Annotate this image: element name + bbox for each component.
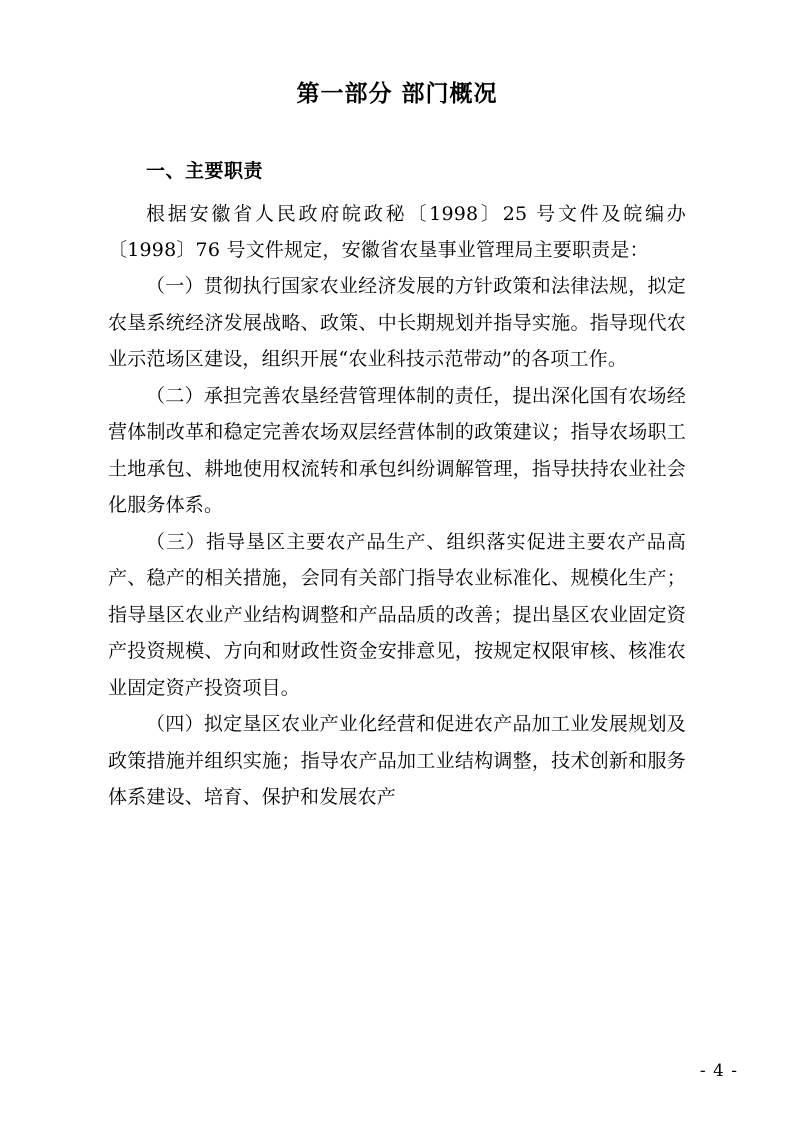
paragraph-item-1: （一）贯彻执行国家农业经济发展的方针政策和法律法规，拟定农垦系统经济发展战略、政策、中长期规划并指导实施。指导现代农业示范场区建设，组织开展“农业科技示范带动”的各项工作。 xyxy=(108,275,686,371)
page-content xyxy=(108,78,686,816)
section-heading-main-duties: 一、主要职责 xyxy=(146,160,264,183)
paragraph-item-3: （三）指导垦区主要农产品生产、组织落实促进主要农产品高产、稳产的相关措施，会同有关部门指导农业标准化、规模化生产；指导垦区农业产业结构调整和产品品质的改善；提出垦区农业固定资产投资规模、方向和财政性资金安排意见，按规定权限审核、核准农业固定资产投资项目。 xyxy=(108,530,686,699)
paragraph-item-2: （二）承担完善农垦经营管理体制的责任，提出深化国有农场经营体制改革和稳定完善农场双层经营体制的政策建议；指导农场职工土地承包、耕地使用权流转和承包纠纷调解管理，指导扶持农业社会化服务体系。 xyxy=(108,384,686,517)
page-title: 第一部分 部门概况 xyxy=(296,80,498,107)
page-number: - 4 - xyxy=(699,1061,738,1081)
paragraph-intro: 根据安徽省人民政府皖政秘〔1998〕25 号文件及皖编办〔1998〕76 号文件规定，安徽省农垦事业管理局主要职责是： xyxy=(108,202,686,261)
paragraph-item-4: （四）拟定垦区农业产业化经营和促进农产品加工业发展规划及政策措施并组织实施；指导农产品加工业结构调整，技术创新和服务体系建设、培育、保护和发展农产 xyxy=(108,713,686,809)
